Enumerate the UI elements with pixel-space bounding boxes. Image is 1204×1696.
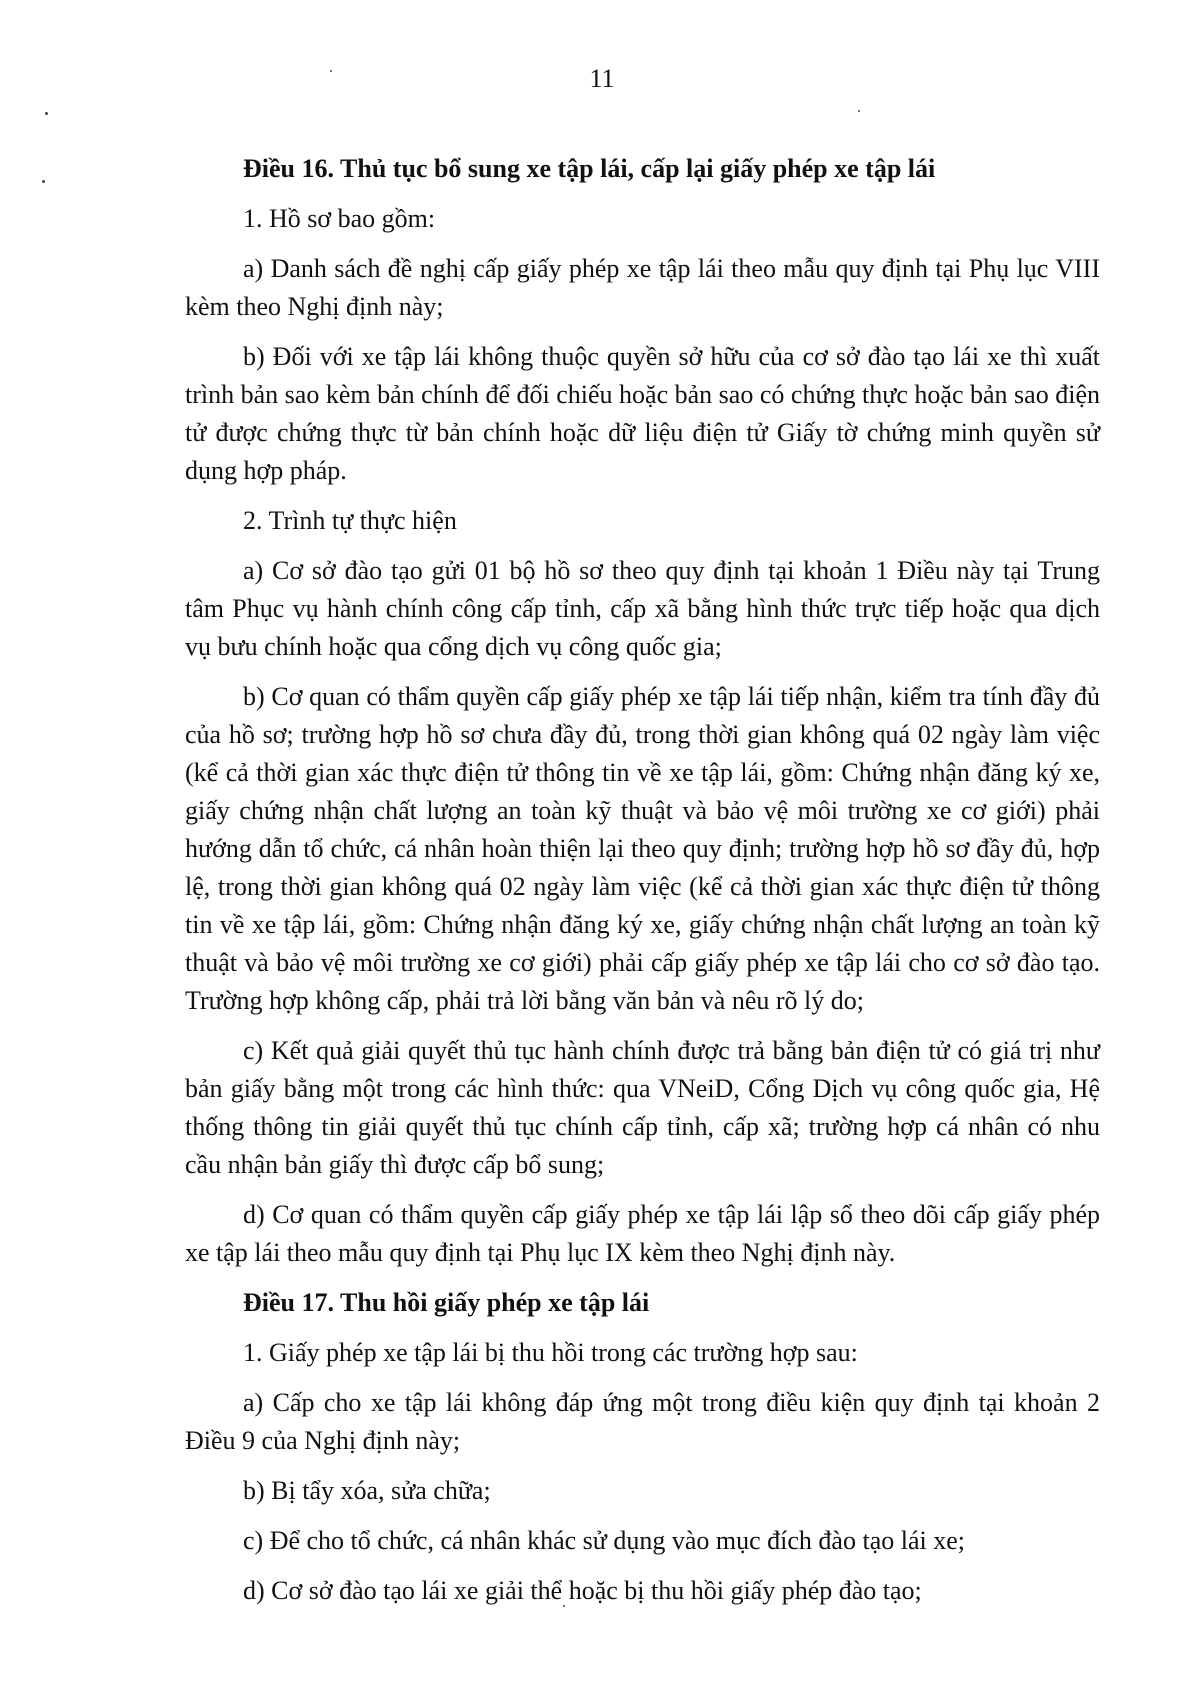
paragraph: b) Cơ quan có thẩm quyền cấp giấy phép xe tập lái tiếp nhận, kiểm tra tính đầy đủ của hồ sơ; trường hợp hồ sơ chưa đầy đủ, trong thời gian không quá 02 ngày làm việc (kể cả thời gian xác thực điện tử thông tin về xe tập lái, gồm: Chứng nhận đăng ký xe, giấy chứng nhận chất lượng an toàn kỹ thuật và bảo vệ môi trường xe cơ giới) phải hướng dẫn tổ chức, cá nhân hoàn thiện lại theo quy định; trường hợp hồ sơ đầy đủ, hợp lệ, trong thời gian không quá 02 ngày làm việc (kể cả thời gian xác thực điện tử thông tin về xe tập lái, gồm: Chứng nhận đăng ký xe, giấy chứng nhận chất lượng an toàn kỹ thuật và bảo vệ môi trường xe cơ giới) phải cấp giấy phép xe tập lái cho cơ sở đào tạo. Trường hợp không cấp, phải trả lời bằng văn bản và nêu rõ lý do;: [185, 682, 1100, 1015]
paragraph: a) Cấp cho xe tập lái không đáp ứng một trong điều kiện quy định tại khoản 2 Điều 9 của Nghị định này;: [185, 1388, 1100, 1455]
paragraph: 1. Giấy phép xe tập lái bị thu hồi trong các trường hợp sau:: [243, 1338, 858, 1367]
document-body: [185, 150, 1100, 1622]
paragraph: d) Cơ sở đào tạo lái xe giải thể hoặc bị thu hồi giấy phép đào tạo;: [243, 1576, 922, 1605]
paragraph: a) Danh sách đề nghị cấp giấy phép xe tập lái theo mẫu quy định tại Phụ lục VIII kèm theo Nghị định này;: [185, 254, 1100, 321]
paragraph: c) Kết quả giải quyết thủ tục hành chính được trả bằng bản điện tử có giá trị như bản giấy bằng một trong các hình thức: qua VNeiD, Cổng Dịch vụ công quốc gia, Hệ thống thông tin giải quyết thủ tục chính cấp tỉnh, cấp xã; trường hợp cá nhân có nhu cầu nhận bản giấy thì được cấp bổ sung;: [185, 1036, 1100, 1179]
paragraph: 1. Hồ sơ bao gồm:: [243, 204, 436, 233]
page-number: 11: [589, 64, 615, 93]
article-heading: Điều 16. Thủ tục bổ sung xe tập lái, cấp lại giấy phép xe tập lái: [243, 154, 936, 183]
scan-speck: [45, 112, 48, 115]
paragraph: b) Bị tẩy xóa, sửa chữa;: [243, 1476, 491, 1505]
paragraph: c) Để cho tổ chức, cá nhân khác sử dụng vào mục đích đào tạo lái xe;: [243, 1526, 965, 1555]
scan-speck: [858, 110, 860, 112]
paragraph: b) Đối với xe tập lái không thuộc quyền sở hữu của cơ sở đào tạo lái xe thì xuất trình bản sao kèm bản chính để đối chiếu hoặc bản sao có chứng thực hoặc bản sao điện tử được chứng thực từ bản chính hoặc dữ liệu điện tử Giấy tờ chứng minh quyền sử dụng hợp pháp.: [185, 342, 1100, 485]
article-17: [185, 1284, 1100, 1610]
paragraph: d) Cơ quan có thẩm quyền cấp giấy phép xe tập lái lập sổ theo dõi cấp giấy phép xe tập lái theo mẫu quy định tại Phụ lục IX kèm theo Nghị định này.: [185, 1200, 1100, 1267]
scan-speck: [330, 70, 332, 72]
scan-speck: [42, 180, 45, 183]
paragraph: 2. Trình tự thực hiện: [243, 506, 457, 535]
paragraph: a) Cơ sở đào tạo gửi 01 bộ hồ sơ theo quy định tại khoản 1 Điều này tại Trung tâm Phục vụ hành chính công cấp tỉnh, cấp xã bằng hình thức trực tiếp hoặc qua dịch vụ bưu chính hoặc qua cổng dịch vụ công quốc gia;: [185, 556, 1100, 661]
article-16: [185, 150, 1100, 1272]
article-heading: Điều 17. Thu hồi giấy phép xe tập lái: [243, 1288, 650, 1317]
